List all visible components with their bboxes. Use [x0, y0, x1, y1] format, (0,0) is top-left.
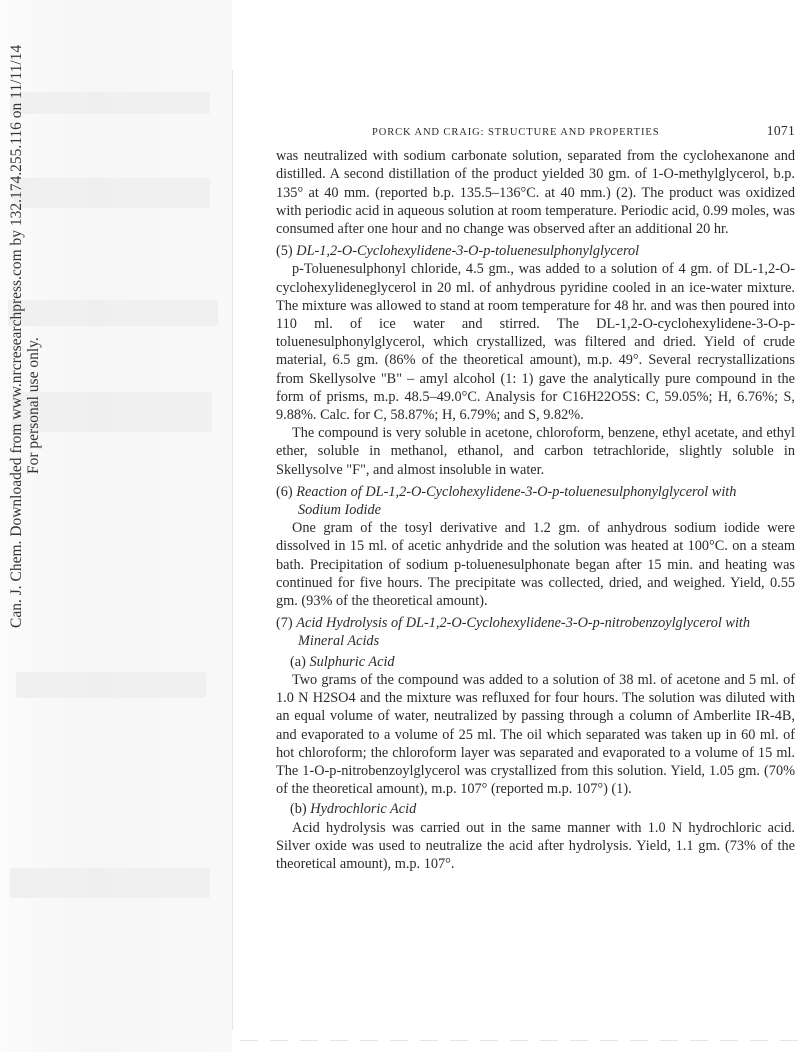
subsection-a-title: Sulphuric Acid — [309, 653, 395, 670]
download-watermark — [8, 45, 42, 628]
gutter-line — [232, 70, 233, 1030]
section-5-heading — [276, 242, 795, 260]
intro-paragraph: was neutralized with sodium carbonate solution, separated from the cyclohexanone and distilled. A second distillation of the product yielded 30 gm. of 1-O-methylglycerol, b.p. 135° at 40 mm. (reported b.p. 135.5–136°C. at 40 mm.) (2). The product was oxidized with periodic acid in aqueous solution at room temperature. Periodic acid, 0.99 moles, was consumed after one hour and no change was observed after an additional 20 hr. — [276, 148, 795, 238]
scan-noise-line — [240, 1040, 800, 1041]
section-6-title-line-1: Reaction of DL-1,2-O-Cyclohexylidene-3-O-p-toluenesulphonylglycerol with — [296, 483, 737, 500]
running-header — [276, 122, 795, 142]
subsection-b-paragraph: Acid hydrolysis was carried out in the same manner with 1.0 N hydrochloric acid. Silver oxide was used to neutralize the acid after hydrolysis. Yield, 1.1 gm. (73% of the theoretical amount), m.p. 107°. — [276, 819, 795, 872]
subsection-a-paragraph: Two grams of the compound was added to a solution of 38 ml. of acetone and 5 ml. of 1.0 N H2SO4 and the mixture was refluxed for four hours. The solution was diluted with an equal volume of water, neutralized by passing through a column of Amberlite IR-4B, and evaporated to a volume of 25 ml. The oil which separated was taken up in 60 ml. of hot chloroform; the chloroform layer was separated and evaporated to a volume of 15 ml. The 1-O-p-nitrobenzoylglycerol was crystallized from this solution. Yield, 1.05 gm. (70% of the theoretical amount), m.p. 107° (reported m.p. 107°) (1). — [276, 671, 795, 798]
subsection-b-label: (b) — [290, 801, 307, 818]
running-title: PORCK AND CRAIG: STRUCTURE AND PROPERTIES — [372, 127, 660, 138]
subsection-b-title: Hydrochloric Acid — [310, 801, 417, 818]
section-5-number: (5) — [276, 243, 293, 260]
section-6-number: (6) — [276, 483, 293, 500]
section-5-paragraph-2: The compound is very soluble in acetone, chloroform, benzene, ethyl acetate, and ethyl ether, soluble in methanol, ethanol, and carbon tetrachloride, slightly soluble in Skellysolve "F", and almost insoluble in water. — [276, 425, 795, 478]
subsection-a-label: (a) — [290, 653, 306, 670]
subsection-b-heading — [276, 800, 795, 818]
section-7-title-line-1: Acid Hydrolysis of DL-1,2-O-Cyclohexylidene-3-O-p-nitrobenzoylglycerol with — [296, 615, 751, 632]
watermark-line-1: Can. J. Chem. Downloaded from www.nrcresearchpress.com by 132.174.255.116 on 11/11/14 — [8, 44, 25, 628]
subsection-a-heading — [276, 653, 795, 671]
section-5-paragraph-1: p-Toluenesulphonyl chloride, 4.5 gm., was added to a solution of 4 gm. of DL-1,2-O-cyclohexylideneglycerol in 20 ml. of anhydrous pyridine cooled in an ice-water mixture. The mixture was allowed to stand at room temperature for 48 hr. and was then poured into 110 ml. of ice water and stirred. The DL-1,2-O-cyclohexylidene-3-O-p-toluenesulphonylglycerol, which crystallized, was filtered and dried. Yield of crude material, 6.5 gm. (86% of the theoretical amount), m.p. 49°. Several recrystallizations from Skellysolve "B" – amyl alcohol (1: 1) gave the analytically pure compound in the form of prisms, m.p. 48.5–49.0°C. Analysis for C16H22O5S: C, 59.05%; H, 6.76%; S, 9.88%. Calc. for C, 58.87%; H, 6.79%; and S, 9.82%. — [276, 261, 795, 424]
section-6-paragraph: One gram of the tosyl derivative and 1.2 gm. of anhydrous sodium iodide were dissolved in 15 ml. of acetic anhydride and the solution was heated at 100°C. on a steam bath. Precipitation of sodium p-toluenesulphonate began after 15 min. and heating was continued for five hours. The precipitate was collected, dried, and weighed. Yield, 0.55 gm. (93% of the theoretical amount). — [276, 520, 795, 610]
section-6-title-line-2: Sodium Iodide — [298, 502, 381, 519]
section-7-number: (7) — [276, 615, 293, 632]
section-6-heading — [276, 483, 795, 519]
watermark-line-2: For personal use only. — [25, 337, 42, 474]
section-5-title: DL-1,2-O-Cyclohexylidene-3-O-p-toluenesulphonylglycerol — [296, 243, 640, 260]
section-7-title-line-2: Mineral Acids — [298, 633, 380, 650]
journal-page — [276, 122, 795, 873]
page-number: 1071 — [766, 123, 795, 138]
section-7-heading — [276, 614, 795, 650]
